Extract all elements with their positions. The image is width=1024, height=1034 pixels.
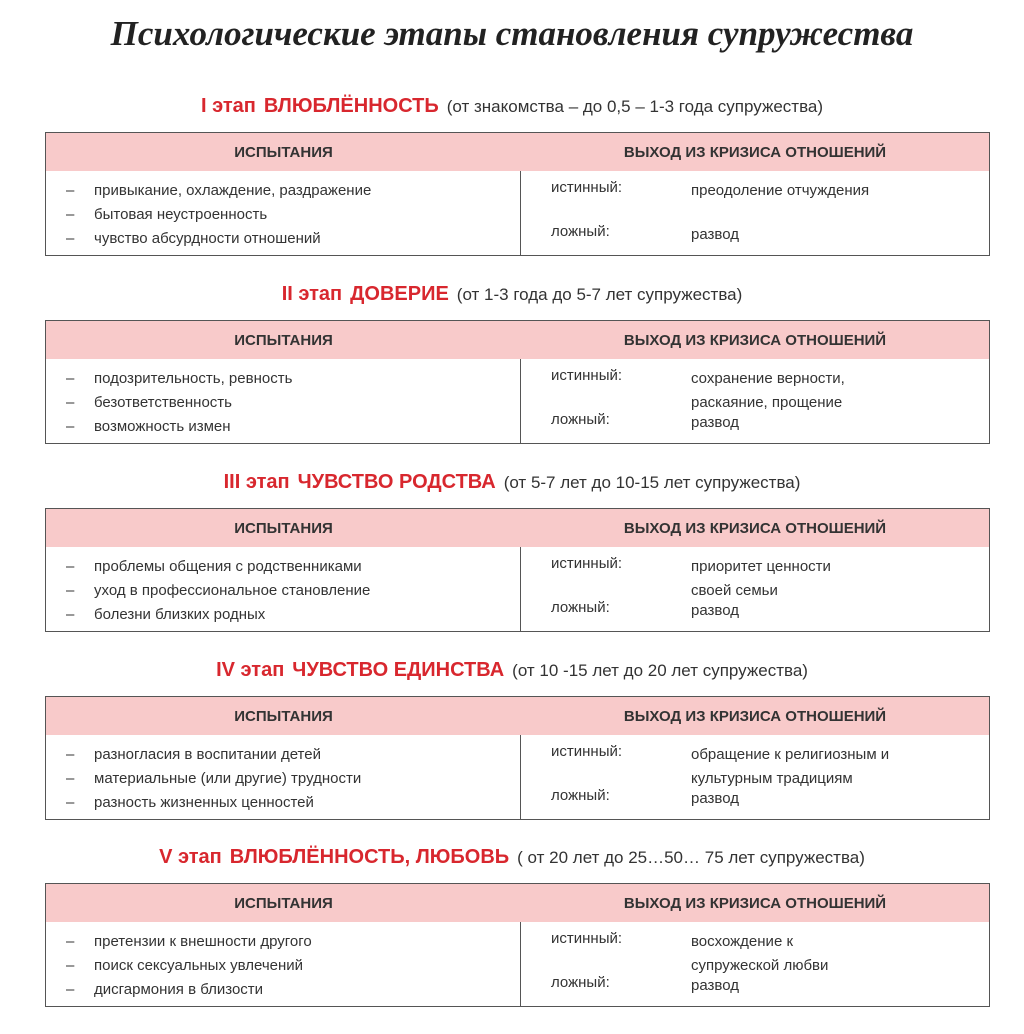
list-item bbox=[66, 978, 520, 1002]
trial-text: разность жизненных ценностей bbox=[94, 794, 314, 811]
dash: – bbox=[66, 933, 75, 950]
table-header bbox=[46, 697, 989, 735]
true-exit: приоритет ценности своей семьи bbox=[691, 558, 831, 599]
trials-list bbox=[46, 922, 521, 1006]
true-label: истинный: bbox=[551, 743, 623, 760]
true-label: истинный: bbox=[551, 367, 623, 384]
exit-header: ВЫХОД ИЗ КРИЗИСА ОТНОШЕНИЙ bbox=[623, 707, 887, 725]
exit-options bbox=[521, 359, 989, 443]
dash: – bbox=[66, 206, 75, 223]
trial-text: безответственность bbox=[94, 394, 232, 411]
trial-text: дисгармония в близости bbox=[94, 981, 264, 998]
list-item bbox=[66, 227, 520, 251]
dash: – bbox=[66, 230, 75, 247]
stage-period: ( от 20 лет до 25…50… 75 лет супружества) bbox=[517, 848, 865, 867]
true-label: истинный: bbox=[551, 555, 623, 572]
false-exit: развод bbox=[691, 414, 739, 431]
list-item bbox=[66, 367, 520, 391]
list-item bbox=[66, 743, 520, 767]
false-exit: развод bbox=[691, 790, 739, 807]
stage-table bbox=[45, 320, 990, 444]
stage-table bbox=[45, 508, 990, 632]
stage-period: (от 5-7 лет до 10-15 лет супружества) bbox=[503, 473, 801, 492]
stage-heading bbox=[0, 95, 1024, 118]
exit-header: ВЫХОД ИЗ КРИЗИСА ОТНОШЕНИЙ bbox=[623, 331, 887, 349]
trial-text: претензии к внешности другого bbox=[94, 933, 312, 950]
stage-label: III этап bbox=[223, 471, 290, 493]
exit-options bbox=[521, 547, 989, 631]
trials-list bbox=[46, 359, 521, 443]
table-body bbox=[46, 547, 989, 631]
stage-period: (от 1-3 года до 5-7 лет супружества) bbox=[456, 285, 743, 304]
table-body bbox=[46, 359, 989, 443]
trials-header: ИСПЫТАНИЯ bbox=[234, 707, 333, 725]
false-label: ложный: bbox=[551, 411, 610, 428]
false-exit: развод bbox=[691, 226, 739, 243]
false-exit: развод bbox=[691, 977, 739, 994]
true-exit: сохранение верности, раскаяние, прощение bbox=[691, 370, 845, 411]
trials-list bbox=[46, 735, 521, 819]
list-item bbox=[66, 603, 520, 627]
exit-header: ВЫХОД ИЗ КРИЗИСА ОТНОШЕНИЙ bbox=[623, 519, 887, 537]
stage-period: (от знакомства – до 0,5 – 1-3 года супружества) bbox=[446, 97, 824, 116]
trial-text: привыкание, охлаждение, раздражение bbox=[94, 182, 372, 199]
trials-header: ИСПЫТАНИЯ bbox=[234, 519, 333, 537]
list-item bbox=[66, 179, 520, 203]
exit-options bbox=[521, 922, 989, 1006]
stage-name: ДОВЕРИЕ bbox=[350, 283, 449, 305]
exit-options bbox=[521, 735, 989, 819]
false-label: ложный: bbox=[551, 223, 610, 240]
trial-text: возможность измен bbox=[94, 418, 231, 435]
exit-options bbox=[521, 171, 989, 255]
table-header bbox=[46, 884, 989, 922]
list-item bbox=[66, 415, 520, 439]
trials-list bbox=[46, 171, 521, 255]
dash: – bbox=[66, 957, 75, 974]
stage-label: I этап bbox=[200, 95, 256, 117]
stage-name: ВЛЮБЛЁННОСТЬ bbox=[263, 95, 439, 117]
stage-table bbox=[45, 696, 990, 820]
list-item bbox=[66, 791, 520, 815]
false-label: ложный: bbox=[551, 974, 610, 991]
false-exit: развод bbox=[691, 602, 739, 619]
list-item bbox=[66, 930, 520, 954]
true-label: истинный: bbox=[551, 930, 623, 947]
true-exit: обращение к религиозным и культурным традициям bbox=[691, 746, 890, 787]
false-label: ложный: bbox=[551, 599, 610, 616]
list-item bbox=[66, 391, 520, 415]
trials-header: ИСПЫТАНИЯ bbox=[234, 894, 333, 912]
trials-header: ИСПЫТАНИЯ bbox=[234, 143, 333, 161]
trial-text: уход в профессиональное становление bbox=[94, 582, 371, 599]
stage-label: IV этап bbox=[216, 659, 285, 681]
stage-name: ЧУВСТВО ЕДИНСТВА bbox=[292, 659, 505, 681]
list-item bbox=[66, 555, 520, 579]
dash: – bbox=[66, 606, 75, 623]
trials-list bbox=[46, 547, 521, 631]
stage-heading bbox=[0, 471, 1024, 494]
exit-header: ВЫХОД ИЗ КРИЗИСА ОТНОШЕНИЙ bbox=[623, 894, 887, 912]
trial-text: материальные (или другие) трудности bbox=[94, 770, 362, 787]
dash: – bbox=[66, 558, 75, 575]
false-label: ложный: bbox=[551, 787, 610, 804]
table-header bbox=[46, 321, 989, 359]
trial-text: подозрительность, ревность bbox=[94, 370, 293, 387]
true-exit: преодоление отчуждения bbox=[691, 182, 870, 199]
dash: – bbox=[66, 582, 75, 599]
dash: – bbox=[66, 981, 75, 998]
page-title: Психологические этапы становления супружества bbox=[110, 14, 914, 53]
dash: – bbox=[66, 370, 75, 387]
dash: – bbox=[66, 394, 75, 411]
list-item bbox=[66, 579, 520, 603]
stage-period: (от 10 -15 лет до 20 лет супружества) bbox=[512, 661, 808, 680]
table-header bbox=[46, 509, 989, 547]
dash: – bbox=[66, 182, 75, 199]
stage-table bbox=[45, 883, 990, 1007]
list-item bbox=[66, 954, 520, 978]
trial-text: бытовая неустроенность bbox=[94, 206, 268, 223]
exit-header: ВЫХОД ИЗ КРИЗИСА ОТНОШЕНИЙ bbox=[623, 143, 887, 161]
stage-table bbox=[45, 132, 990, 256]
table-body bbox=[46, 922, 989, 1006]
stage-name: ВЛЮБЛЁННОСТЬ, ЛЮБОВЬ bbox=[229, 846, 510, 868]
trial-text: чувство абсурдности отношений bbox=[94, 230, 321, 247]
trial-text: болезни близких родных bbox=[94, 606, 266, 623]
dash: – bbox=[66, 794, 75, 811]
stage-heading bbox=[0, 846, 1024, 869]
trials-header: ИСПЫТАНИЯ bbox=[234, 331, 333, 349]
stage-label: II этап bbox=[281, 283, 343, 305]
trial-text: проблемы общения с родственниками bbox=[94, 558, 362, 575]
table-header bbox=[46, 133, 989, 171]
true-label: истинный: bbox=[551, 179, 623, 196]
true-exit: восхождение к супружеской любви bbox=[691, 933, 829, 974]
stage-heading bbox=[0, 659, 1024, 682]
stage-heading bbox=[0, 283, 1024, 306]
dash: – bbox=[66, 418, 75, 435]
stage-name: ЧУВСТВО РОДСТВА bbox=[297, 471, 496, 493]
dash: – bbox=[66, 746, 75, 763]
list-item bbox=[66, 767, 520, 791]
table-body bbox=[46, 735, 989, 819]
table-body bbox=[46, 171, 989, 255]
list-item bbox=[66, 203, 520, 227]
stage-label: V этап bbox=[159, 846, 222, 868]
trial-text: поиск сексуальных увлечений bbox=[94, 957, 304, 974]
trial-text: разногласия в воспитании детей bbox=[94, 746, 321, 763]
dash: – bbox=[66, 770, 75, 787]
